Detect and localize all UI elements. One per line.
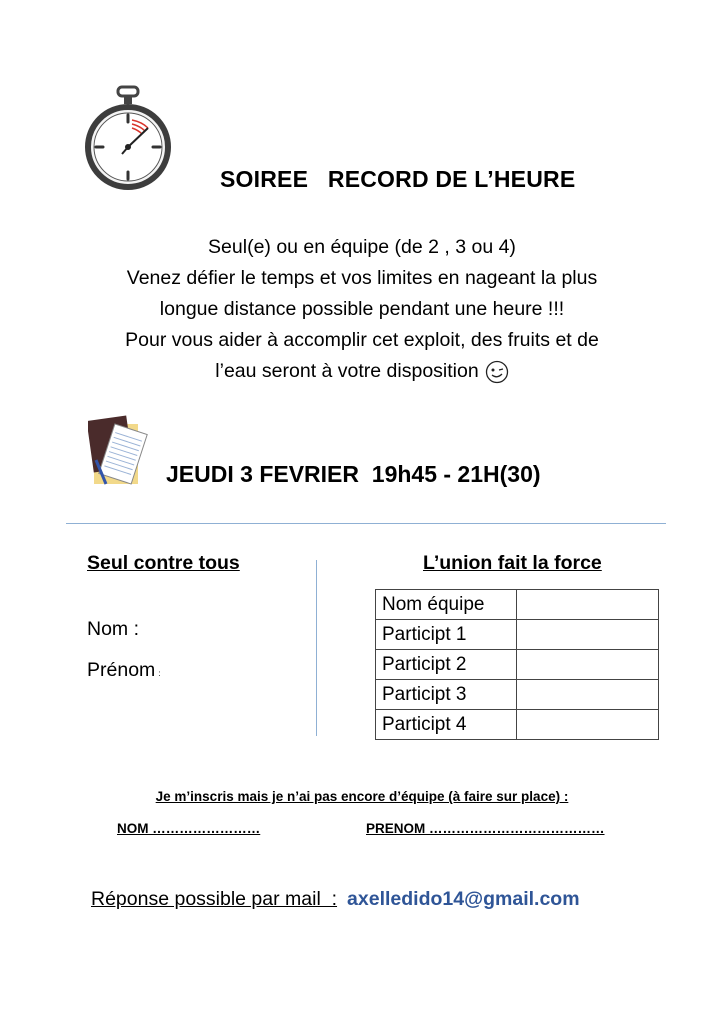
intro-line: Venez défier le temps et vos limites en nageant la plus xyxy=(126,267,598,289)
team-table xyxy=(375,589,659,740)
prenom-label-wrap xyxy=(87,659,161,682)
nom-label: Nom : xyxy=(87,618,140,640)
notebook-icon xyxy=(88,410,148,488)
prenom-label: Prénom xyxy=(87,659,156,681)
prenom-colon: : xyxy=(158,669,161,678)
table-row xyxy=(376,710,659,740)
team-row-field[interactable] xyxy=(517,590,659,620)
stopwatch-icon xyxy=(82,84,174,194)
reply-label: Réponse possible par mail : xyxy=(91,888,338,910)
reply-line xyxy=(91,888,580,911)
event-date: JEUDI 3 FEVRIER 19h45 - 21H(30) xyxy=(166,461,541,487)
intro-line: l’eau seront à votre disposition xyxy=(215,360,479,382)
team-row-label: Participt 3 xyxy=(376,680,517,710)
table-row xyxy=(376,650,659,680)
team-row-field[interactable] xyxy=(517,620,659,650)
intro-line: Seul(e) ou en équipe (de 2 , 3 ou 4) xyxy=(208,236,516,258)
team-heading: L’union fait la force xyxy=(423,552,602,574)
horizontal-divider xyxy=(66,523,666,524)
team-row-field[interactable] xyxy=(517,680,659,710)
signup-notice: Je m’inscris mais je n’ai pas encore d’équipe (à faire sur place) : xyxy=(155,789,569,804)
intro-text xyxy=(60,232,664,387)
team-row-label: Nom équipe xyxy=(376,590,517,620)
email-link[interactable]: axelledido14@gmail.com xyxy=(347,888,580,910)
team-row-label: Participt 4 xyxy=(376,710,517,740)
team-row-field[interactable] xyxy=(517,650,659,680)
team-row-label: Participt 2 xyxy=(376,650,517,680)
solo-heading: Seul contre tous xyxy=(87,552,240,574)
intro-line-last xyxy=(60,356,664,387)
intro-line: Pour vous aider à accomplir cet exploit, des fruits et de xyxy=(125,329,599,351)
team-row-field[interactable] xyxy=(517,710,659,740)
team-row-label: Participt 1 xyxy=(376,620,517,650)
page-title: SOIREE RECORD DE L’HEURE xyxy=(220,166,576,192)
prenom-fill-line: PRENOM ………………………………… xyxy=(366,821,605,836)
wink-emoji-icon xyxy=(485,360,509,384)
table-row xyxy=(376,680,659,710)
table-row xyxy=(376,590,659,620)
intro-line: longue distance possible pendant une heure !!! xyxy=(159,298,565,320)
nom-fill-line: NOM …………………… xyxy=(117,821,261,836)
vertical-divider xyxy=(316,560,317,736)
table-row xyxy=(376,620,659,650)
